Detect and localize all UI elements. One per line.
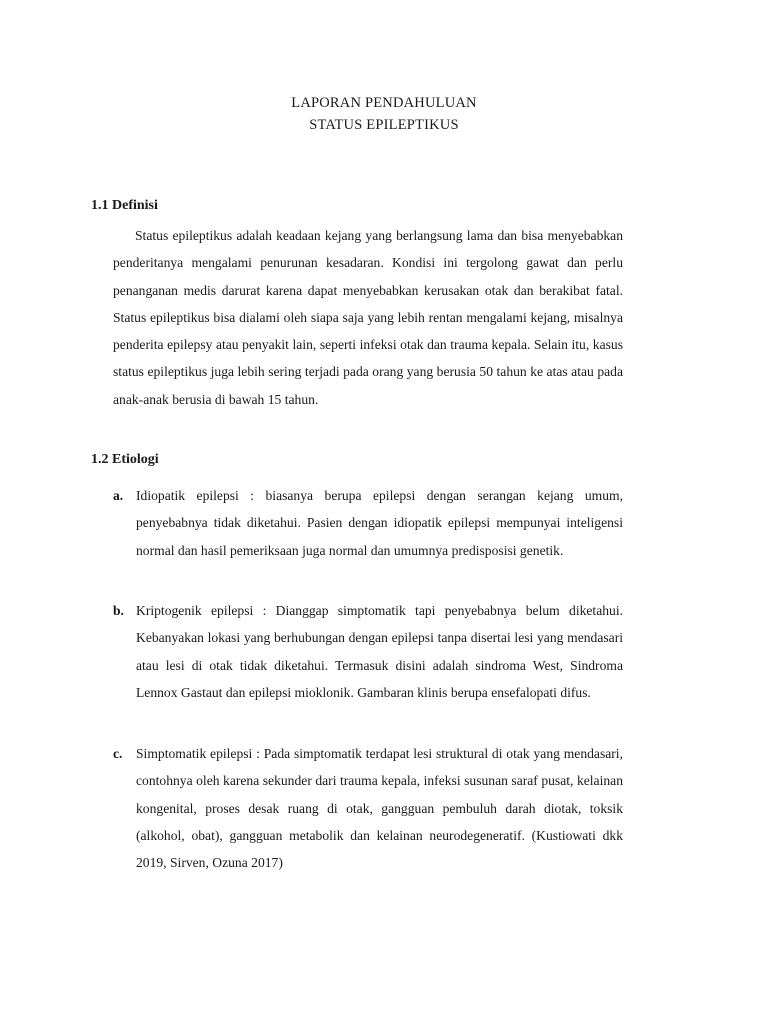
title-line-2: STATUS EPILEPTIKUS [309, 117, 459, 133]
list-item-c [113, 740, 623, 876]
list-item-text: Simptomatik epilepsi : Pada simptomatik terdapat lesi struktural di otak yang mendasari, contohnya oleh karena sekunder dari trauma kepala, infeksi susunan saraf pusat, kelainan kongenital, proses desak ruang di otak, gangguan pembuluh darah diotak, toksik (alkohol, obat), gangguan metabolik dan kelainan neurodegeneratif. (Kustiowati dkk 2019, Sirven, Ozuna 2017) [136, 746, 623, 871]
list-marker: b. [113, 603, 124, 618]
list-item-a [113, 482, 623, 564]
list-item-text: Kriptogenik epilepsi : Dianggap simptomatik tapi penyebabnya belum diketahui. Kebanyakan lokasi yang berhubungan dengan epilepsi tanpa disertai lesi yang mendasari atau lesi di otak tidak diketahui. Termasuk disini adalah sindroma West, Sindroma Lennox Gastaut dan epilepsi mioklonik. Gambaran klinis berupa ensefalopati difus. [136, 603, 623, 700]
section-heading-etiologi: 1.2 Etiologi [91, 452, 159, 467]
definisi-paragraph: Status epileptikus adalah keadaan kejang yang berlangsung lama dan bisa menyebabkan penderitanya mengalami penurunan kesadaran. Kondisi ini tergolong gawat dan perlu penanganan medis darurat karena dapat menyebabkan kerusakan otak dan berakibat fatal. Status epileptikus bisa dialami oleh siapa saja yang lebih rentan mengalami kejang, misalnya penderita epilepsy atau penyakit lain, seperti infeksi otak dan trauma kepala. Selain itu, kasus status epileptikus juga lebih sering terjadi pada orang yang berusia 50 tahun ke atas atau pada anak-anak berusia di bawah 15 tahun. [113, 228, 623, 407]
title-line-1: LAPORAN PENDAHULUAN [291, 95, 477, 111]
list-item-b [113, 597, 623, 706]
document-title [0, 92, 768, 136]
list-item-text: Idiopatik epilepsi : biasanya berupa epilepsi dengan serangan kejang umum, penyebabnya tidak diketahui. Pasien dengan idiopatik epilepsi mempunyai inteligensi normal dan hasil pemeriksaan juga normal dan umumnya predisposisi genetik. [136, 488, 623, 558]
list-marker: c. [113, 746, 123, 761]
section-heading-definisi: 1.1 Definisi [91, 198, 158, 213]
list-marker: a. [113, 488, 124, 503]
